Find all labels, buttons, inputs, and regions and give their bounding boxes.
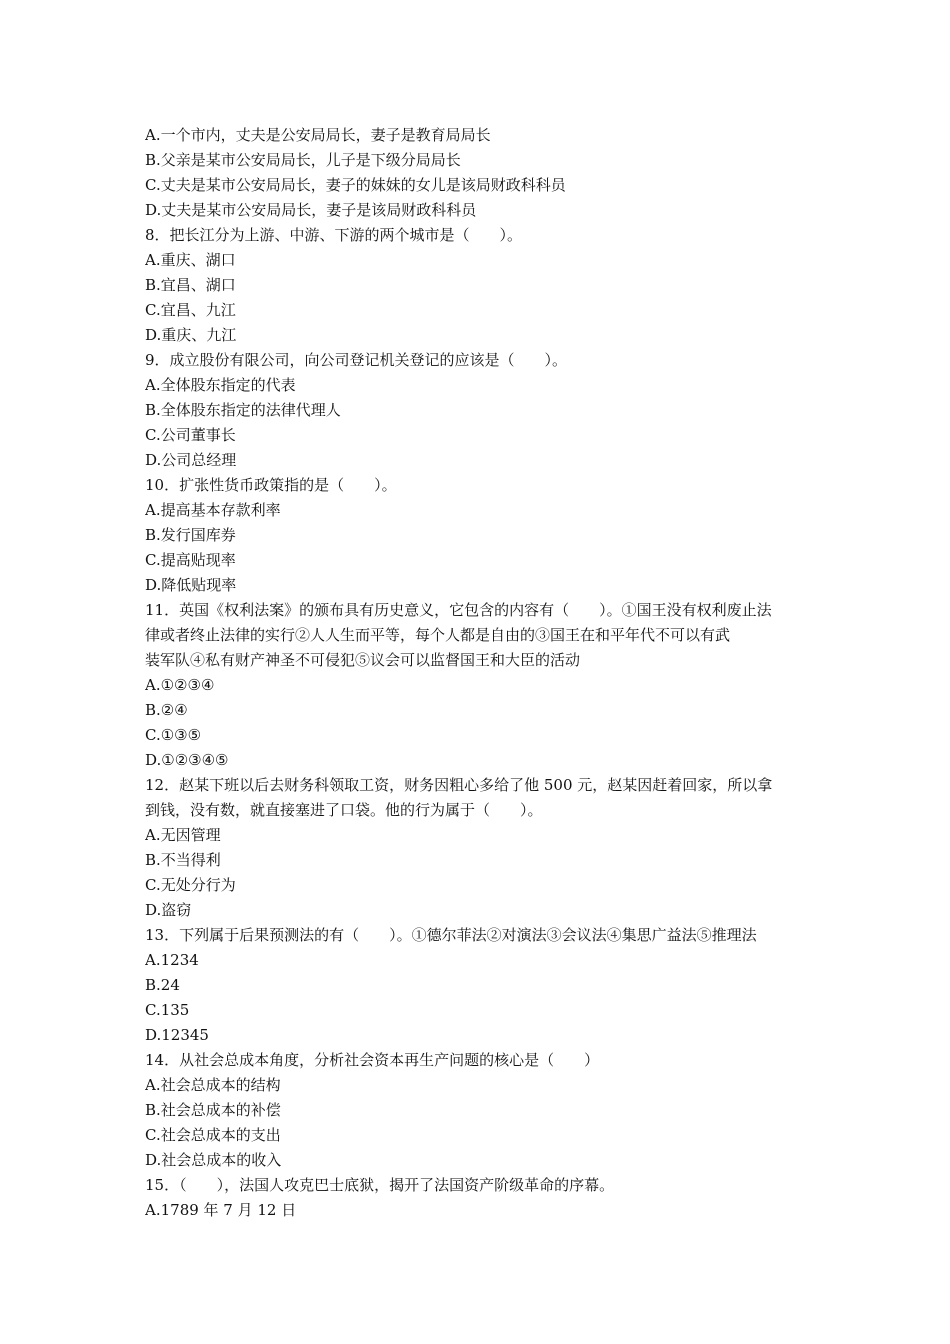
question-13: 13．下列属于后果预测法的有（ ）。①德尔菲法②对演法③会议法④集思广益法⑤推理法: [145, 926, 757, 944]
option-line: A.一个市内，丈夫是公安局局长，妻子是教育局局长: [145, 126, 491, 144]
option-line: D.公司总经理: [145, 451, 237, 469]
option-line: C.社会总成本的支出: [145, 1126, 281, 1144]
option-line: D.12345: [145, 1026, 209, 1044]
question-9: 9．成立股份有限公司，向公司登记机关登记的应该是（ ）。: [145, 351, 568, 369]
option-line: B.②④: [145, 701, 188, 719]
question-12: 12．赵某下班以后去财务科领取工资，财务因粗心多给了他 500 元，赵某因赶着回家，所以拿: [145, 776, 773, 794]
option-line: A.1234: [145, 951, 199, 969]
question-10: 10．扩张性货币政策指的是（ ）。: [145, 476, 397, 494]
option-line: B.发行国库券: [145, 526, 236, 544]
option-line: C.无处分行为: [145, 876, 236, 894]
option-line: D.①②③④⑤: [145, 751, 229, 769]
question-11: 11．英国《权利法案》的颁布具有历史意义，它包含的内容有（ ）。①国王没有权利废止法: [145, 601, 772, 619]
option-line: C.丈夫是某市公安局局长，妻子的妹妹的女儿是该局财政科科员: [145, 176, 566, 194]
option-line: A.1789 年 7 月 12 日: [145, 1201, 297, 1219]
option-line: D.盗窃: [145, 901, 192, 919]
option-line: A.无因管理: [145, 826, 221, 844]
option-line: D.重庆、九江: [145, 326, 237, 344]
question-8: 8．把长江分为上游、中游、下游的两个城市是（ ）。: [145, 226, 523, 244]
option-line: C.宜昌、九江: [145, 301, 236, 319]
option-line: A.全体股东指定的代表: [145, 376, 296, 394]
option-line: B.不当得利: [145, 851, 221, 869]
option-line: B.社会总成本的补偿: [145, 1101, 281, 1119]
option-line: A.①②③④: [145, 676, 215, 694]
question-11-cont: 律或者终止法律的实行②人人生而平等，每个人都是自由的③国王在和平年代不可以有武: [145, 626, 731, 644]
option-line: C.提高贴现率: [145, 551, 236, 569]
option-line: A.社会总成本的结构: [145, 1076, 281, 1094]
question-12-cont: 到钱，没有数，就直接塞进了口袋。他的行为属于（ ）。: [145, 801, 543, 819]
option-line: D.丈夫是某市公安局局长，妻子是该局财政科科员: [145, 201, 477, 219]
option-line: A.重庆、湖口: [145, 251, 236, 269]
question-14: 14．从社会总成本角度，分析社会资本再生产问题的核心是（ ）: [145, 1051, 600, 1069]
option-line: C.①③⑤: [145, 726, 202, 744]
option-line: A.提高基本存款利率: [145, 501, 281, 519]
option-line: B.24: [145, 976, 180, 994]
option-line: C.135: [145, 1001, 190, 1019]
question-11-cont: 装军队④私有财产神圣不可侵犯⑤议会可以监督国王和大臣的活动: [145, 651, 581, 669]
option-line: D.降低贴现率: [145, 576, 237, 594]
option-line: C.公司董事长: [145, 426, 236, 444]
option-line: B.宜昌、湖口: [145, 276, 236, 294]
option-line: B.全体股东指定的法律代理人: [145, 401, 341, 419]
option-line: B.父亲是某市公安局局长，儿子是下级分局局长: [145, 151, 461, 169]
question-15: 15．（ ），法国人攻克巴士底狱，揭开了法国资产阶级革命的序幕。: [145, 1176, 615, 1194]
option-line: D.社会总成本的收入: [145, 1151, 282, 1169]
document-body: [145, 123, 815, 1223]
